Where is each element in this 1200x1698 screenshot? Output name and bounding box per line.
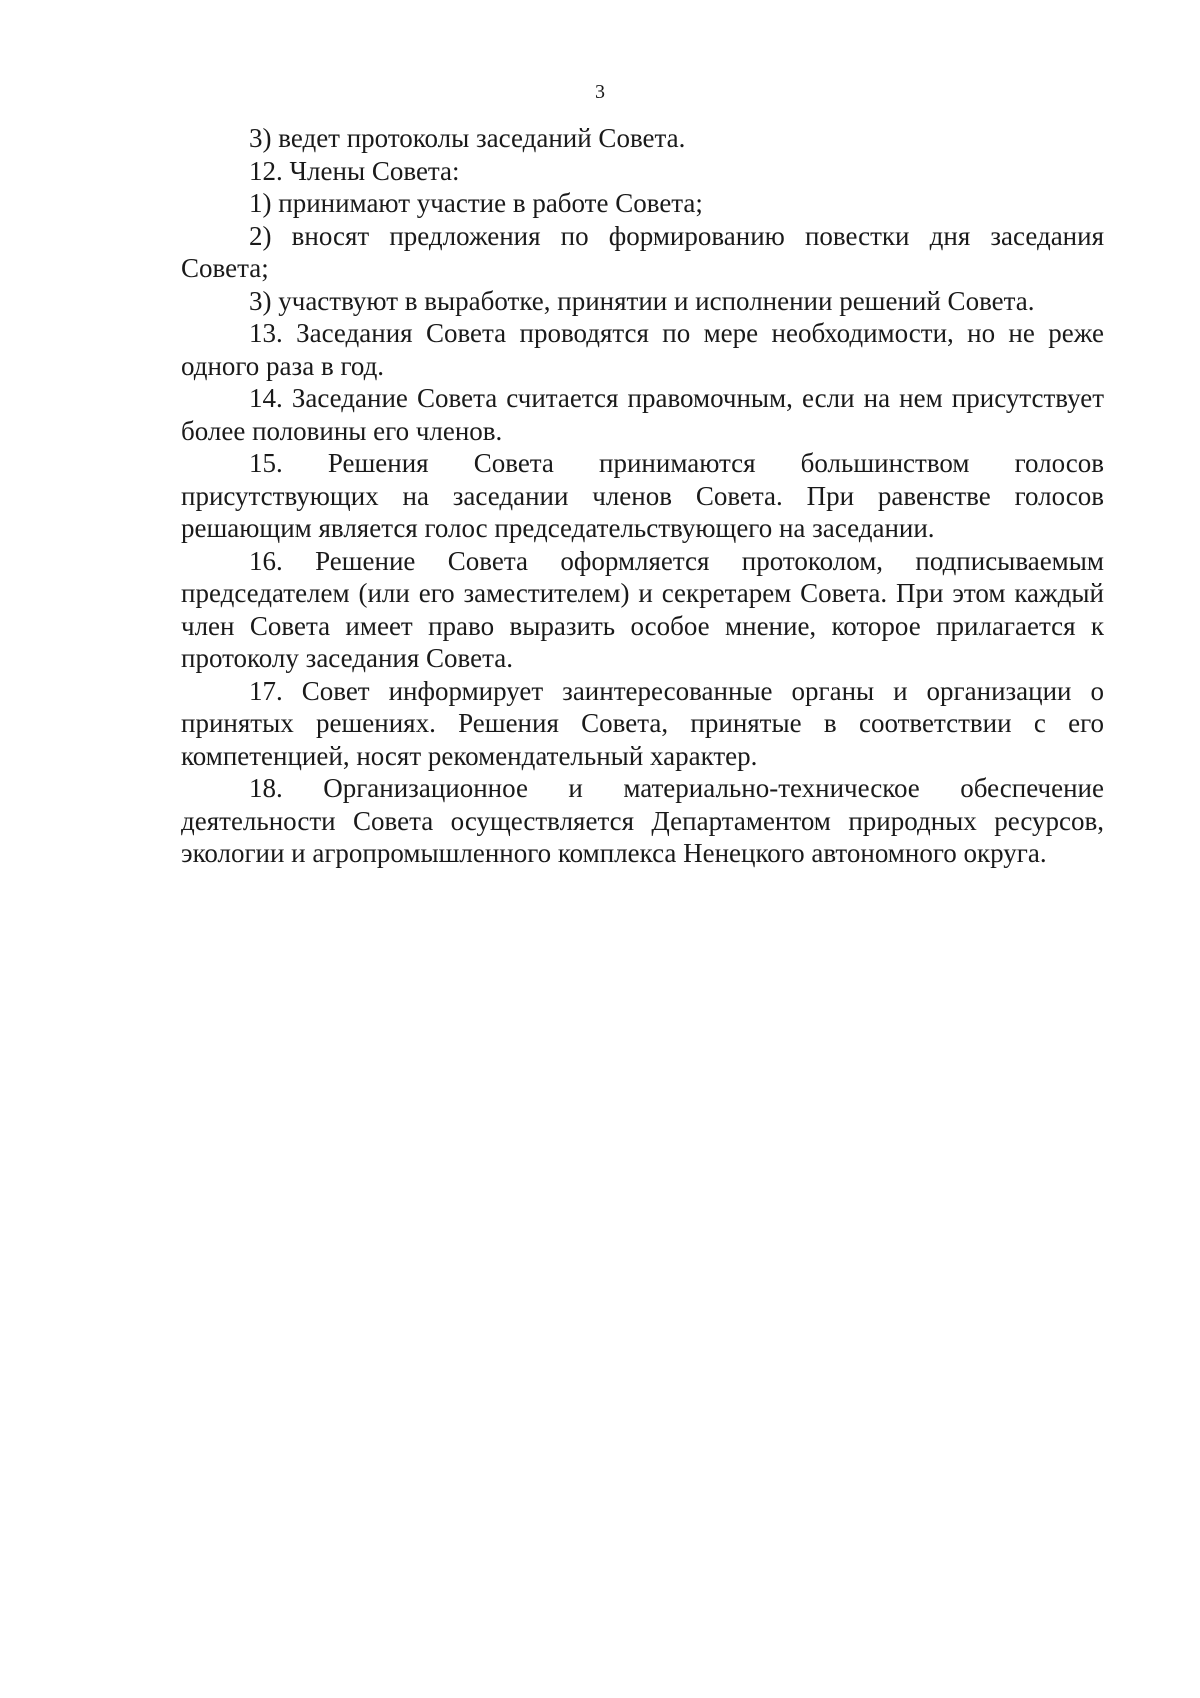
paragraph-18: 18. Организационное и материально-техническое обеспечение деятельности Совета осуществляется Департаментом природных ресурсов, экологии и агропромышленного комплекса Ненецкого автономного округа.	[181, 773, 1104, 868]
paragraph-13: 13. Заседания Совета проводятся по мере необходимости, но не реже одного раза в год.	[181, 318, 1104, 381]
paragraph-16: 16. Решение Совета оформляется протоколом, подписываемым председателем (или его заместителем) и секретарем Совета. При этом каждый член Совета имеет право выразить особое мнение, которое прилагается к протоколу заседания Совета.	[181, 545, 1104, 673]
paragraph-12-3: 3) участвуют в выработке, принятии и исполнении решений Совета.	[249, 285, 1035, 316]
paragraph-12-1: 1) принимают участие в работе Совета;	[249, 188, 703, 218]
paragraph-12-2: 2) вносят предложения по формированию повестки дня заседания Совета;	[181, 220, 1104, 283]
paragraph-17: 17. Совет информирует заинтересованные органы и организации о принятых решениях. Решения Совета, принятые в соответствии с его компетенцией, носят рекомендательный характер.	[181, 675, 1104, 771]
paragraph-11-3: 3) ведет протоколы заседаний Совета.	[249, 123, 686, 153]
page-number: 3	[595, 81, 605, 103]
document-body	[181, 122, 1104, 870]
paragraph-15: 15. Решения Совета принимаются большинством голосов присутствующих на заседании членов Совета. При равенстве голосов решающим является голос председательствующего на заседании.	[181, 448, 1104, 543]
paragraph-12-heading: 12. Члены Совета:	[249, 155, 460, 186]
paragraph-14: 14. Заседание Совета считается правомочным, если на нем присутствует более половины его членов.	[181, 383, 1104, 446]
